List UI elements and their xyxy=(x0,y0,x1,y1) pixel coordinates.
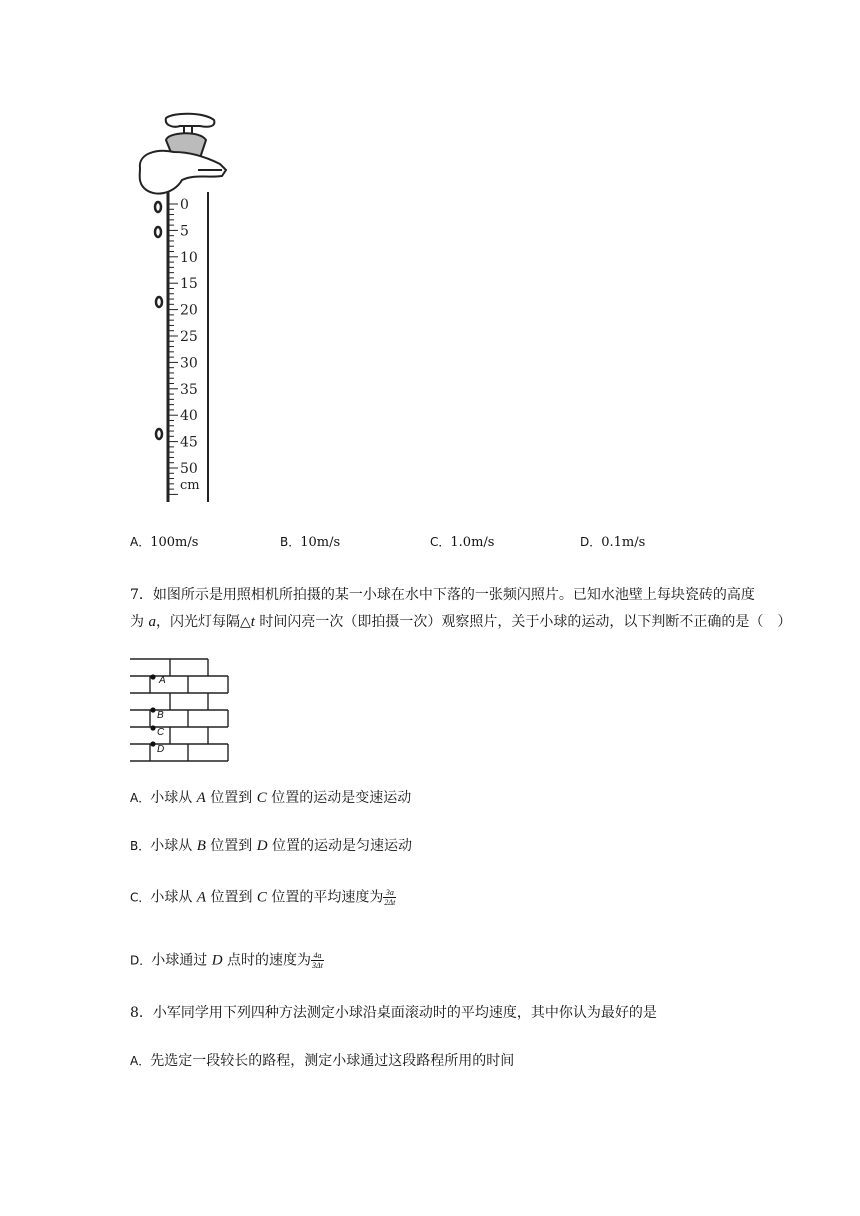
ball-a xyxy=(150,674,155,679)
tile-grid xyxy=(130,659,228,761)
drop-1 xyxy=(155,202,161,212)
ruler-number: 15 xyxy=(180,276,198,293)
drop-4 xyxy=(156,429,162,439)
q6-option-b[interactable]: B．10m/s xyxy=(280,535,341,550)
q6-option-a[interactable]: A．100m/s xyxy=(130,535,199,550)
q7-option-b[interactable]: B．小球从 B 位置到 D 位置的运动是匀速运动 xyxy=(130,838,413,854)
q7-option-a[interactable]: A．小球从 A 位置到 C 位置的运动是变速运动 xyxy=(130,790,412,806)
q7-option-d[interactable]: D．小球通过 D 点时的速度为 $\frac{4a}{3\Delta t}$ xyxy=(130,951,323,970)
ruler-number: 0 xyxy=(180,197,189,213)
ruler-number: 5 xyxy=(180,223,189,240)
ruler-number: 10 xyxy=(180,249,198,266)
label-a: A xyxy=(159,675,166,686)
ball-b xyxy=(150,707,155,712)
ball-c xyxy=(150,725,155,730)
ruler-number: 30 xyxy=(180,355,198,372)
q7-stem-line-1: 7．如图所示是用照相机所拍摄的某一小球在水中下落的一张频闪照片。已知水池壁上每块瓷砖的高度 xyxy=(130,587,755,603)
q8-stem: 8．小军同学用下列四种方法测定小球沿桌面滚动时的平均速度，其中你认为最好的是 xyxy=(130,1005,657,1021)
water-drops xyxy=(155,202,162,439)
faucet-illustration xyxy=(140,114,226,194)
drop-3 xyxy=(156,297,162,307)
q6-options xyxy=(130,533,770,553)
faucet-ruler-figure xyxy=(134,108,246,502)
ruler-number: 40 xyxy=(180,408,198,425)
ruler-number: 25 xyxy=(180,329,198,345)
q6-option-c[interactable]: C．1.0m/s xyxy=(430,535,495,550)
drop-2 xyxy=(155,227,161,237)
ruler-number: 35 xyxy=(180,381,198,398)
label-c: C xyxy=(157,727,165,738)
ruler xyxy=(168,192,208,502)
fraction-3a-over-2dt: $\frac{3a}{2\Delta t}$ xyxy=(384,888,396,907)
label-d: D xyxy=(157,744,165,755)
ball-d xyxy=(150,741,155,746)
ruler-unit: cm xyxy=(180,478,200,493)
ruler-number: 20 xyxy=(180,302,198,319)
ruler-number: 45 xyxy=(180,434,198,451)
label-b: B xyxy=(157,710,164,721)
q7-stem-line-2: 为 a，闪光灯每隔△t 时间闪亮一次（即拍摄一次）观察照片，关于小球的运动，以下判断不正确的是（ ） xyxy=(130,614,792,630)
tile-wall-figure xyxy=(130,658,230,762)
ruler-number: 50 xyxy=(180,461,198,477)
ball-positions xyxy=(150,674,155,746)
q6-option-d[interactable]: D．0.1m/s xyxy=(580,535,646,550)
fraction-4a-over-3dt: $\frac{4a}{3\Delta t}$ xyxy=(312,951,323,970)
q7-option-c[interactable]: C．小球从 A 位置到 C 位置的平均速度为 $\frac{3a}{2\Delta t}$ xyxy=(130,888,396,907)
q8-option-a[interactable]: A．先选定一段较长的路程，测定小球通过这段路程所用的时间 xyxy=(130,1053,515,1069)
